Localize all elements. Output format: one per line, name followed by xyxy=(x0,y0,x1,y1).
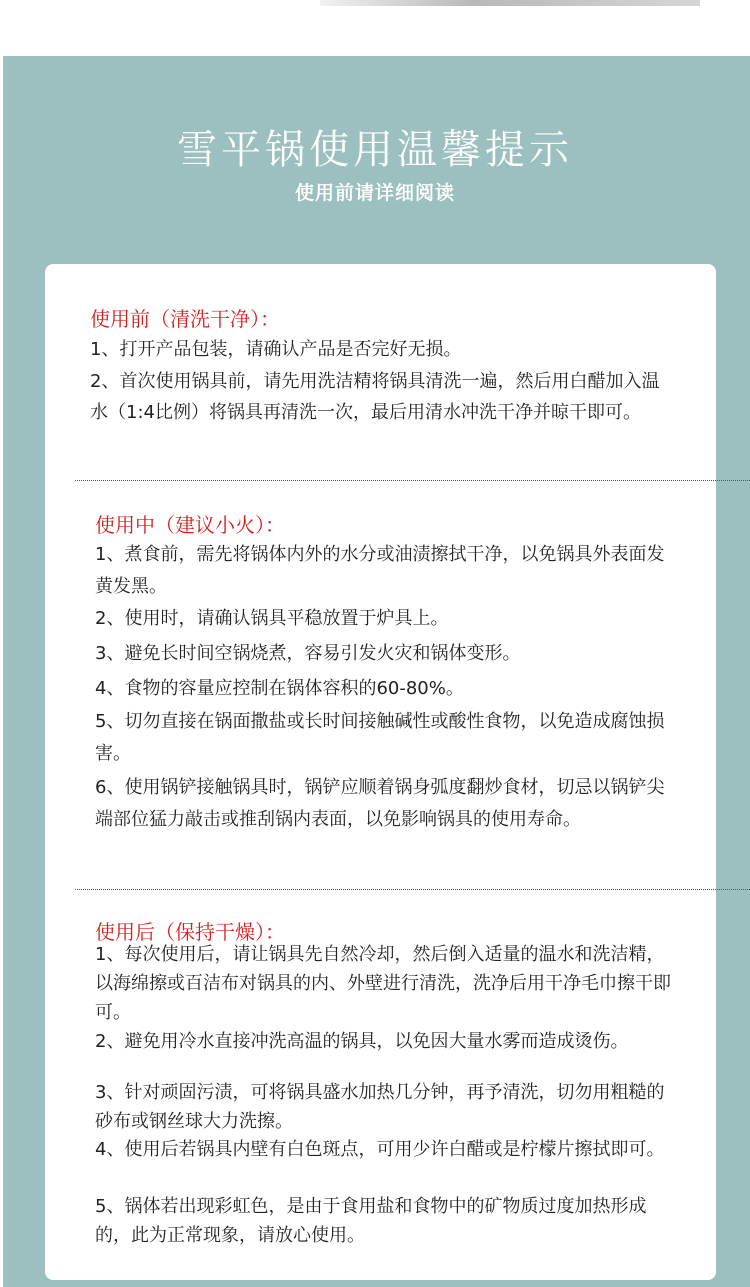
list-item: 2、避免用冷水直接冲洗高温的锅具，以免因大量水雾而造成烫伤。 xyxy=(95,1031,629,1052)
page-subtitle: 使用前请详细阅读 xyxy=(294,182,455,204)
section-heading-after-use: 使用后（保持干燥）： xyxy=(95,920,285,944)
page-title: 雪平锅使用温馨提示 xyxy=(177,127,573,173)
top-image-edge xyxy=(320,0,700,6)
section-divider xyxy=(75,480,750,481)
top-strip xyxy=(0,0,750,56)
section-heading-before-use: 使用前（清洗干净）： xyxy=(90,307,280,331)
section-divider xyxy=(75,889,750,890)
list-item: 1、煮食前，需先将锅体内外的水分或油渍擦拭干净，以免锅具外表面发黄发黑。 xyxy=(95,544,665,597)
list-item: 4、使用后若锅具内壁有白色斑点，可用少许白醋或是柠檬片擦拭即可。 xyxy=(95,1139,665,1160)
list-item: 3、避免长时间空锅烧煮，容易引发火灾和锅体变形。 xyxy=(95,643,521,664)
list-item: 5、锅体若出现彩虹色，是由于食用盐和食物中的矿物质过度加热形成的，此为正常现象，请放心使用。 xyxy=(95,1196,647,1246)
list-item: 6、使用锅铲接触锅具时，锅铲应顺着锅身弧度翻炒食材，切忌以锅铲尖端部位猛力敲击或推刮锅内表面，以免影响锅具的使用寿命。 xyxy=(95,777,665,830)
list-item: 1、每次使用后，请让锅具先自然冷却，然后倒入适量的温水和洗洁精，以海绵擦或百洁布对锅具的内、外壁进行清洗，洗净后用干净毛巾擦干即可。 xyxy=(95,944,671,1023)
list-item: 2、首次使用锅具前，请先用洗洁精将锅具清洗一遍，然后用白醋加入温水（1:4比例）将锅具再清洗一次，最后用清水冲洗干净并晾干即可。 xyxy=(90,371,660,423)
section-heading-during-use: 使用中（建议小火）： xyxy=(95,513,285,537)
list-item: 1、打开产品包装，请确认产品是否完好无损。 xyxy=(90,339,462,360)
list-item: 3、针对顽固污渍，可将锅具盛水加热几分钟，再予清洗，切勿用粗糙的砂布或钢丝球大力洗擦。 xyxy=(95,1082,665,1132)
list-item: 2、使用时，请确认锅具平稳放置于炉具上。 xyxy=(95,608,449,629)
list-item: 5、切勿直接在锅面撒盐或长时间接触碱性或酸性食物，以免造成腐蚀损害。 xyxy=(95,711,665,764)
list-item: 4、食物的容量应控制在锅体容积的60-80%。 xyxy=(95,678,464,699)
